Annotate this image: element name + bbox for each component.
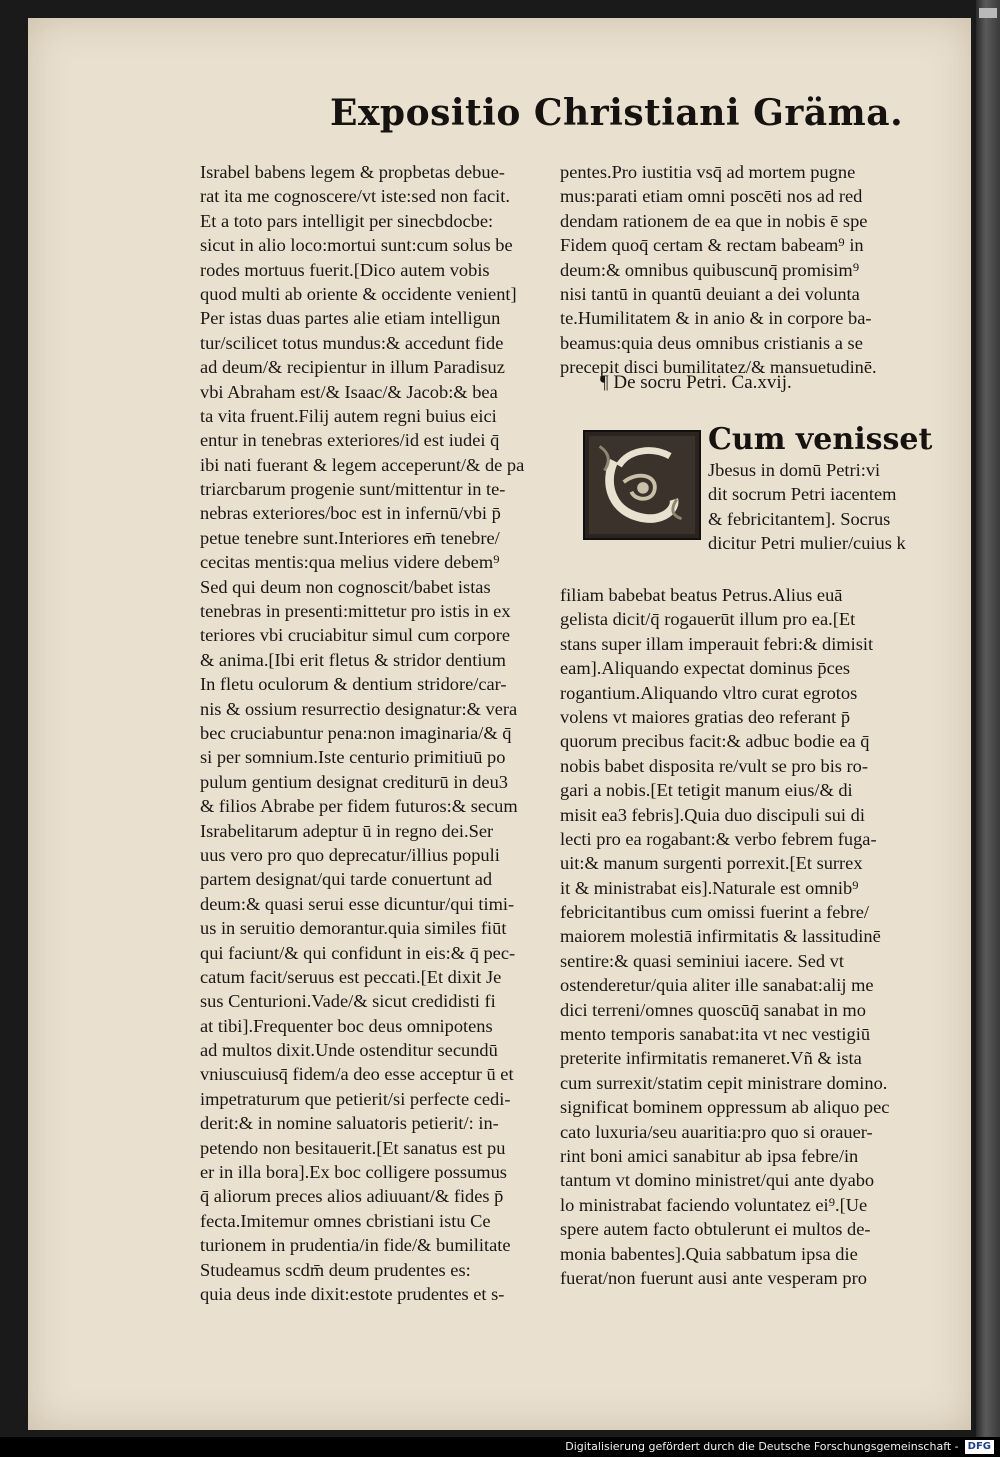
ornament-icon — [585, 432, 699, 538]
text-line: Per istas duas partes alie etiam intelligun — [200, 308, 501, 329]
text-line: catum facit/seruus est peccati.[Et dixit Je — [200, 966, 502, 987]
text-line: te.Humilitatem & in anio & in corpore ba- — [560, 308, 872, 329]
text-line: nis & ossium resurrectio designatur:& vera — [200, 698, 518, 719]
chapter-heading: ¶ De socru Petri. Ca.xvij. — [600, 372, 792, 393]
text-line: partem designat/qui tarde conuertunt ad — [200, 869, 493, 890]
text-line: lecti pro ea rogabant:& verbo febrem fuga- — [560, 828, 877, 849]
text-line: rogantium.Aliquando vltro curat egrotos — [560, 682, 858, 703]
text-line: Israbel babens legem & propbetas debue- — [200, 162, 505, 182]
right-text-column-intro — [708, 458, 938, 556]
right-text-column-top — [560, 160, 930, 380]
text-line: Israbelitarum adeptur ū in regno dei.Ser — [200, 820, 494, 841]
text-line: tantum vt domino ministret/qui ante dyabo — [560, 1170, 875, 1191]
text-line: teriores vbi cruciabitur simul cum corpore — [200, 625, 510, 646]
text-line: sentire:& quasi seminiui iacere. Sed vt — [560, 950, 844, 971]
text-line: Jbesus in domū Petri:vi — [708, 460, 881, 480]
text-line: bec cruciabuntur pena:non imaginaria/& q̄ — [200, 722, 512, 743]
text-line: pentes.Pro iustitia vsq̄ ad mortem pugne — [560, 162, 856, 182]
text-line: cum surrexit/statim cepit ministrare domino. — [560, 1072, 888, 1093]
text-line: rat ita me cognoscere/vt iste:sed non facit. — [200, 186, 510, 207]
text-line: Sed qui deum non cognoscit/babet istas — [200, 576, 491, 597]
text-line: monia babentes].Quia sabbatum ipsa die — [560, 1243, 858, 1264]
text-line: ibi nati fuerant & legem acceperunt/& de pa — [200, 454, 525, 475]
text-line: precepit disci bumilitatez/& mansuetudinē. — [560, 357, 877, 378]
text-line: dit socrum Petri iacentem — [708, 484, 897, 505]
text-line: quod multi ab oriente & occidente venient] — [200, 283, 517, 304]
text-line: nisi tantū in quantū deuiant a dei volunta — [560, 283, 860, 304]
text-line: vbi Abraham est/& Isaac/& Jacob:& bea — [200, 381, 498, 402]
text-line: dicitur Petri mulier/cuius k — [708, 533, 906, 554]
text-line: at tibi].Frequenter boc deus omnipotens — [200, 1015, 493, 1036]
text-line: sicut in alio loco:mortui sunt:cum solus be — [200, 235, 513, 256]
left-text-column — [200, 160, 560, 1306]
right-text-column-body — [560, 583, 930, 1290]
text-line: rint boni amici sanabitur ab ipsa febre/in — [560, 1145, 859, 1166]
text-line: mus:parati etiam omni poscēti nos ad red — [560, 186, 863, 207]
text-line: entur in tenebras exteriores/id est iudei q̄ — [200, 430, 500, 451]
text-line: dici terreni/omnes quoscūq̄ sanabat in mo — [560, 999, 866, 1020]
text-line: dendam rationem de ea que in nobis ē spe — [560, 210, 868, 231]
text-line: triarcbarum progenie sunt/mittentur in te- — [200, 479, 506, 500]
text-line: rodes mortuus fuerit.[Dico autem vobis — [200, 259, 490, 280]
text-line: tur/scilicet totus mundus:& accedunt fide — [200, 332, 504, 353]
page-corner-tab — [979, 8, 997, 18]
text-line: deum:& omnibus quibuscunq̄ promisim⁹ — [560, 259, 860, 280]
text-line: us in seruitio demorantur.quia similes fiūt — [200, 918, 507, 939]
text-line: beamus:quia deus omnibus cristianis a se — [560, 332, 863, 353]
text-line: impetraturum que petierit/si perfecte cedi- — [200, 1088, 511, 1109]
text-line: febricitantibus cum omissi fuerint a febre/ — [560, 902, 869, 923]
text-line: quia deus inde dixit:estote prudentes et s- — [200, 1283, 505, 1304]
text-line: deum:& quasi serui esse dicuntur/qui timi- — [200, 893, 515, 914]
text-line: tenebras in presenti:mittetur pro istis in ex — [200, 601, 511, 622]
text-line: si per somnium.Iste centurio primitiuū po — [200, 747, 506, 768]
text-line: ad multos dixit.Unde ostenditur secundū — [200, 1040, 498, 1061]
text-line: uus vero pro quo deprecatur/illius populi — [200, 844, 500, 865]
text-line: it & ministrabat eis].Naturale est omnib⁹ — [560, 877, 859, 898]
text-line: pulum gentium designat crediturū in deu3 — [200, 771, 508, 792]
text-line: filiam babebat beatus Petrus.Alius euā — [560, 585, 843, 605]
text-line: In fletu oculorum & dentium stridore/car- — [200, 674, 507, 695]
text-line: Et a toto pars intelligit per sinecbdocbe: — [200, 210, 494, 231]
text-line: mento temporis sanabat:ita vt nec vestigiū — [560, 1024, 871, 1045]
footer-credit: Digitalisierung gefördert durch die Deutsche Forschungsgemeinschaft - — [565, 1440, 959, 1453]
text-line: & anima.[Ibi erit fletus & stridor dentium — [200, 649, 506, 670]
text-line: cecitas mentis:qua melius videre debem⁹ — [200, 552, 500, 573]
text-line: petendo non besitauerit.[Et sanatus est pu — [200, 1137, 506, 1158]
text-line: nobis babet disposita re/vult se pro bis ro- — [560, 755, 868, 776]
text-line: sus Centurioni.Vade/& sicut credidisti fi — [200, 991, 496, 1012]
text-line: q̄ aliorum preces alios adiuuant/& fides p̄ — [200, 1186, 504, 1207]
text-line: uit:& manum surgenti porrexit.[Et surrex — [560, 853, 863, 874]
text-line: & febricitantem]. Socrus — [708, 508, 891, 529]
text-line: fuerat/non fuerunt ausi ante vesperam pro — [560, 1267, 867, 1288]
text-line: stans super illam imperauit febri:& dimisit — [560, 633, 874, 654]
text-line: vniuscuiusq̄ fidem/a deo esse acceptur ū et — [200, 1064, 514, 1085]
text-line: Fidem quoq̄ certam & rectam babeam⁹ in — [560, 235, 864, 256]
decorated-initial-icon — [583, 430, 701, 540]
text-line: ta vita fruent.Filij autem regni buius eici — [200, 405, 497, 426]
text-line: Studeamus scdm̄ deum prudentes es: — [200, 1259, 471, 1280]
text-line: cato luxuria/seu auaritia:pro quo si orauer- — [560, 1121, 873, 1142]
digitization-footer — [0, 1437, 1000, 1457]
text-line: gelista dicit/q̄ rogauerūt illum pro ea.[Et — [560, 609, 856, 630]
text-line: spere autem facto obtulerunt ei multos de- — [560, 1219, 871, 1240]
text-line: ad deum/& recipientur in illum Paradisuz — [200, 357, 505, 378]
text-line: volens vt maiores gratias deo referant p̄ — [560, 706, 851, 727]
text-line: qui faciunt/& qui confidunt in eis:& q̄ pec- — [200, 942, 516, 963]
text-line: ostenderetur/quia aliter ille sanabat:alij me — [560, 975, 874, 996]
book-binding-edge — [976, 0, 1000, 1437]
text-line: nebras exteriores/boc est in infernū/vbi p̄ — [200, 503, 501, 524]
running-head: Expositio Christiani Gräma. — [330, 92, 904, 134]
dfg-logo: DFG — [965, 1440, 994, 1454]
text-line: derit:& in nomine saluatoris petierit/: in- — [200, 1113, 499, 1134]
text-line: significat bominem oppressum ab aliquo pec — [560, 1097, 890, 1118]
text-line: er in illa bora].Ex boc colligere possumus — [200, 1162, 507, 1183]
text-line: preterite infirmitatis remaneret.Vñ & ista — [560, 1048, 862, 1069]
chapter-opening-words: Cum venisset — [708, 422, 933, 457]
text-line: & filios Abrabe per fidem futuros:& secum — [200, 796, 518, 817]
text-line: eam].Aliquando expectat dominus p̄ces — [560, 658, 851, 679]
text-line: quorum precibus facit:& adbuc bodie ea q̄ — [560, 731, 870, 752]
text-line: gari a nobis.[Et tetigit manum eius/& di — [560, 780, 853, 801]
text-line: maiorem molestiā infirmitatis & lassitudinē — [560, 926, 881, 947]
text-line: turionem in prudentia/in fide/& bumilitate — [200, 1235, 511, 1256]
text-line: fecta.Imitemur omnes cbristiani istu Ce — [200, 1210, 491, 1231]
text-line: lo ministrabat faciendo voluntatez ei⁹.[Ue — [560, 1194, 868, 1215]
text-line: petue tenebre sunt.Interiores em̄ tenebre/ — [200, 527, 500, 548]
text-line: misit ea3 febris].Quia duo discipuli sui di — [560, 804, 865, 825]
